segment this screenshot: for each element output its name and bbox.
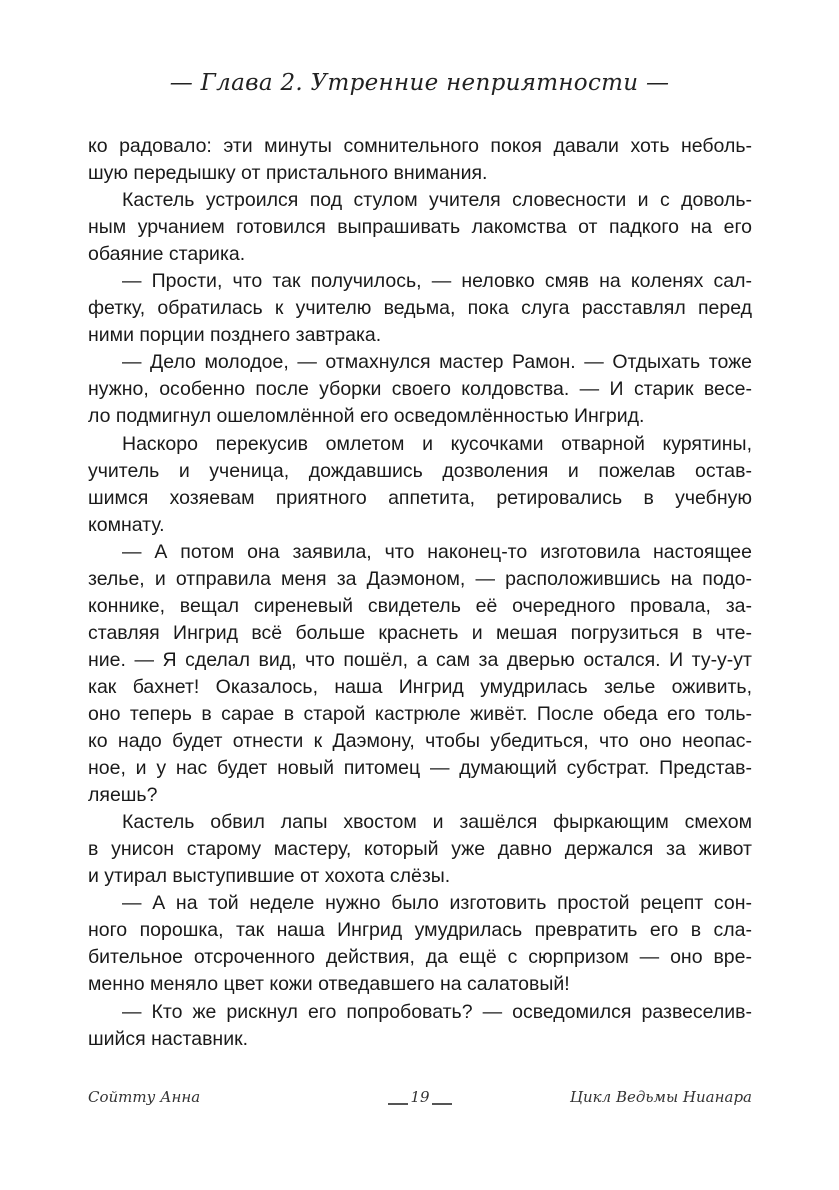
text-line: обаяние старика. — [88, 243, 246, 266]
text-line: Кастель устроился под стулом учителя словесности и с доволь- — [122, 189, 752, 212]
chapter-header: — Глава 2. Утренние неприятности — — [169, 70, 670, 96]
text-line: ляешь? — [88, 784, 158, 807]
text-line: — Прости, что так получилось, — неловко смяв на коленях сал- — [122, 270, 752, 293]
text-line: бительное отсроченного действия, да ещё с сюрпризом — оно вре- — [88, 946, 752, 969]
text-line: оно теперь в сарае в старой кастрюле живёт. После обеда его толь- — [88, 702, 752, 725]
text-line: учитель и ученица, дождавшись дозволения и пожелав остав- — [88, 459, 752, 482]
text-line: Кастель обвил лапы хвостом и зашёлся фыркающим смехом — [122, 811, 752, 834]
text-line: — Дело молодое, — отмахнулся мастер Рамон. — Отдыхать тоже — [122, 351, 752, 374]
footer-series: Цикл Ведьмы Нианара — [569, 1088, 752, 1106]
text-line: как бахнет! Оказалось, наша Ингрид умудрилась зелье оживить, — [88, 675, 752, 698]
page-body-text — [88, 133, 752, 1053]
text-line: Наскоро перекусив омлетом и кусочками отварной курятины, — [122, 432, 752, 455]
text-line: нужно, особенно после уборки своего колдовства. — И старик весе- — [88, 378, 752, 401]
text-line: менно меняло цвет кожи отведавшего на салатовый! — [88, 973, 570, 996]
text-line: шийся наставник. — [88, 1027, 249, 1050]
text-line: ное, и у нас будет новый питомец — думающий субстрат. Представ- — [88, 757, 752, 780]
text-line: — Кто же рискнул его попробовать? — осведомился развеселив- — [122, 1000, 752, 1023]
text-line: коннике, вещал сиреневый свидетель её очередного провала, за- — [88, 594, 752, 617]
text-line: ними порции позднего завтрака. — [88, 324, 382, 347]
text-line: шимся хозяевам приятного аппетита, ретировались в учебную — [88, 486, 752, 509]
text-line: шую передышку от пристального внимания. — [88, 162, 488, 185]
page-number: 19 — [410, 1088, 430, 1106]
text-line: ко радовало: эти минуты сомнительного покоя давали хоть неболь- — [88, 135, 752, 157]
dash-left — [388, 1103, 408, 1105]
text-line: зелье, и отправила меня за Даэмоном, — расположившись на подо- — [88, 567, 752, 590]
text-line: ко надо будет отнести к Даэмону, чтобы убедиться, что оно неопас- — [88, 730, 752, 753]
dash-right — [432, 1103, 452, 1105]
text-line: комнату. — [88, 513, 165, 536]
text-line: — А потом она заявила, что наконец-то изготовила настоящее — [122, 540, 752, 563]
text-line: ным урчанием готовился выпрашивать лакомства от падкого на его — [88, 216, 752, 239]
footer-author: Сойтту Анна — [88, 1088, 201, 1106]
text-line: фетку, обратилась к учителю ведьма, пока слуга расставлял перед — [88, 297, 752, 320]
text-line: в унисон старому мастеру, который уже давно держался за живот — [88, 838, 752, 861]
text-line: ставляя Ингрид всё больше краснеть и мешая погрузиться в чте- — [88, 621, 752, 644]
text-line: — А на той неделе нужно было изготовить простой рецепт сон- — [122, 892, 752, 915]
text-line: и утирал выступившие от хохота слёзы. — [88, 865, 451, 888]
text-line: ло подмигнул ошеломлённой его осведомлённостью Ингрид. — [88, 405, 645, 428]
page-footer — [88, 1088, 752, 1118]
text-line: ние. — Я сделал вид, что пошёл, а сам за дверью остался. И ту-у-ут — [88, 648, 752, 671]
text-line: ного порошка, так наша Ингрид умудрилась превратить его в сла- — [88, 919, 752, 942]
